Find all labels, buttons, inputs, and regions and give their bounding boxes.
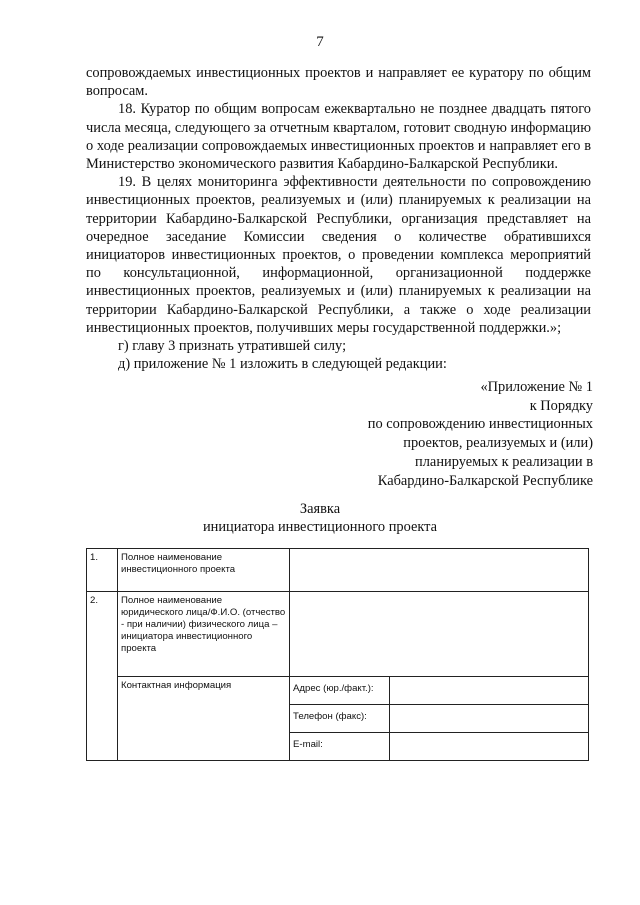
appendix-header xyxy=(368,378,593,490)
form-title: Заявка xyxy=(299,501,341,517)
phone-label: Телефон (факс): xyxy=(290,705,390,733)
row-number: 1. xyxy=(87,549,118,592)
appendix-line: к Порядку xyxy=(529,397,593,414)
contact-subtable xyxy=(290,677,588,760)
table-row xyxy=(87,677,589,761)
paragraph-item-g: г) главу 3 признать утратившей силу; xyxy=(118,338,347,355)
address-label: Адрес (юр./факт.): xyxy=(290,677,390,705)
address-field[interactable] xyxy=(390,677,589,705)
table-row xyxy=(87,592,589,677)
contact-info-label: Контактная информация xyxy=(121,680,232,691)
body-text xyxy=(86,64,591,373)
initiator-name-field[interactable] xyxy=(290,592,589,677)
appendix-line: «Приложение № 1 xyxy=(480,379,593,395)
phone-field[interactable] xyxy=(390,705,589,733)
contact-info-cell xyxy=(118,677,290,761)
email-field[interactable] xyxy=(390,733,589,761)
paragraph-continuation: сопровождаемых инвестиционных проектов и направляет ее куратору по общим вопросам. xyxy=(86,65,591,100)
row-label: Полное наименование инвестиционного проекта xyxy=(118,549,290,592)
row-label: Полное наименование юридического лица/Ф.И.О. (отчество - при наличии) физического лица – инициатора инвестиционного проекта xyxy=(118,592,290,677)
row-number: 2. xyxy=(87,592,118,761)
table-row xyxy=(87,549,589,592)
appendix-line: Кабардино-Балкарской Республике xyxy=(377,472,593,489)
paragraph-19: 19. В целях мониторинга эффективности деятельности по сопровождению инвестиционных проектов, реализуемых и (или) планируемых к реализации на территории Кабардино-Балкарской Республики, организация представляет на очередное заседание Комиссии сведения о количестве обратившихся инициаторов инвестиционных проектов, о проведении комплекса мероприятий по консультационной, информационной, организационной поддержке инвестиционных проектов, реализуемых и (или) планируемых к реализации на территории Кабардино-Балкарской Республики, а также о ходе реализации инвестиционных проектов, получивших меры государственной поддержки.»; xyxy=(86,174,591,336)
form-subtitle: инициатора инвестиционного проекта xyxy=(202,519,438,535)
email-label: E-mail: xyxy=(290,733,390,761)
appendix-line: по сопровождению инвестиционных xyxy=(367,416,593,433)
contact-details-cell xyxy=(290,677,589,761)
appendix-line: планируемых к реализации в xyxy=(415,453,593,470)
paragraph-item-d: д) приложение № 1 изложить в следующей редакции: xyxy=(118,356,447,373)
project-name-field[interactable] xyxy=(290,549,589,592)
paragraph-18: 18. Куратор по общим вопросам ежеквартально не позднее двадцать пятого числа месяца, следующего за отчетным кварталом, готовит сводную информацию о ходе реализации сопровождаемых инвестиционных проектов и направляет его в Министерство экономического развития Кабардино-Балкарской Республики. xyxy=(86,101,591,173)
appendix-line: проектов, реализуемых и (или) xyxy=(403,435,593,452)
application-form-table xyxy=(86,548,589,761)
page-number: 7 xyxy=(316,34,324,50)
